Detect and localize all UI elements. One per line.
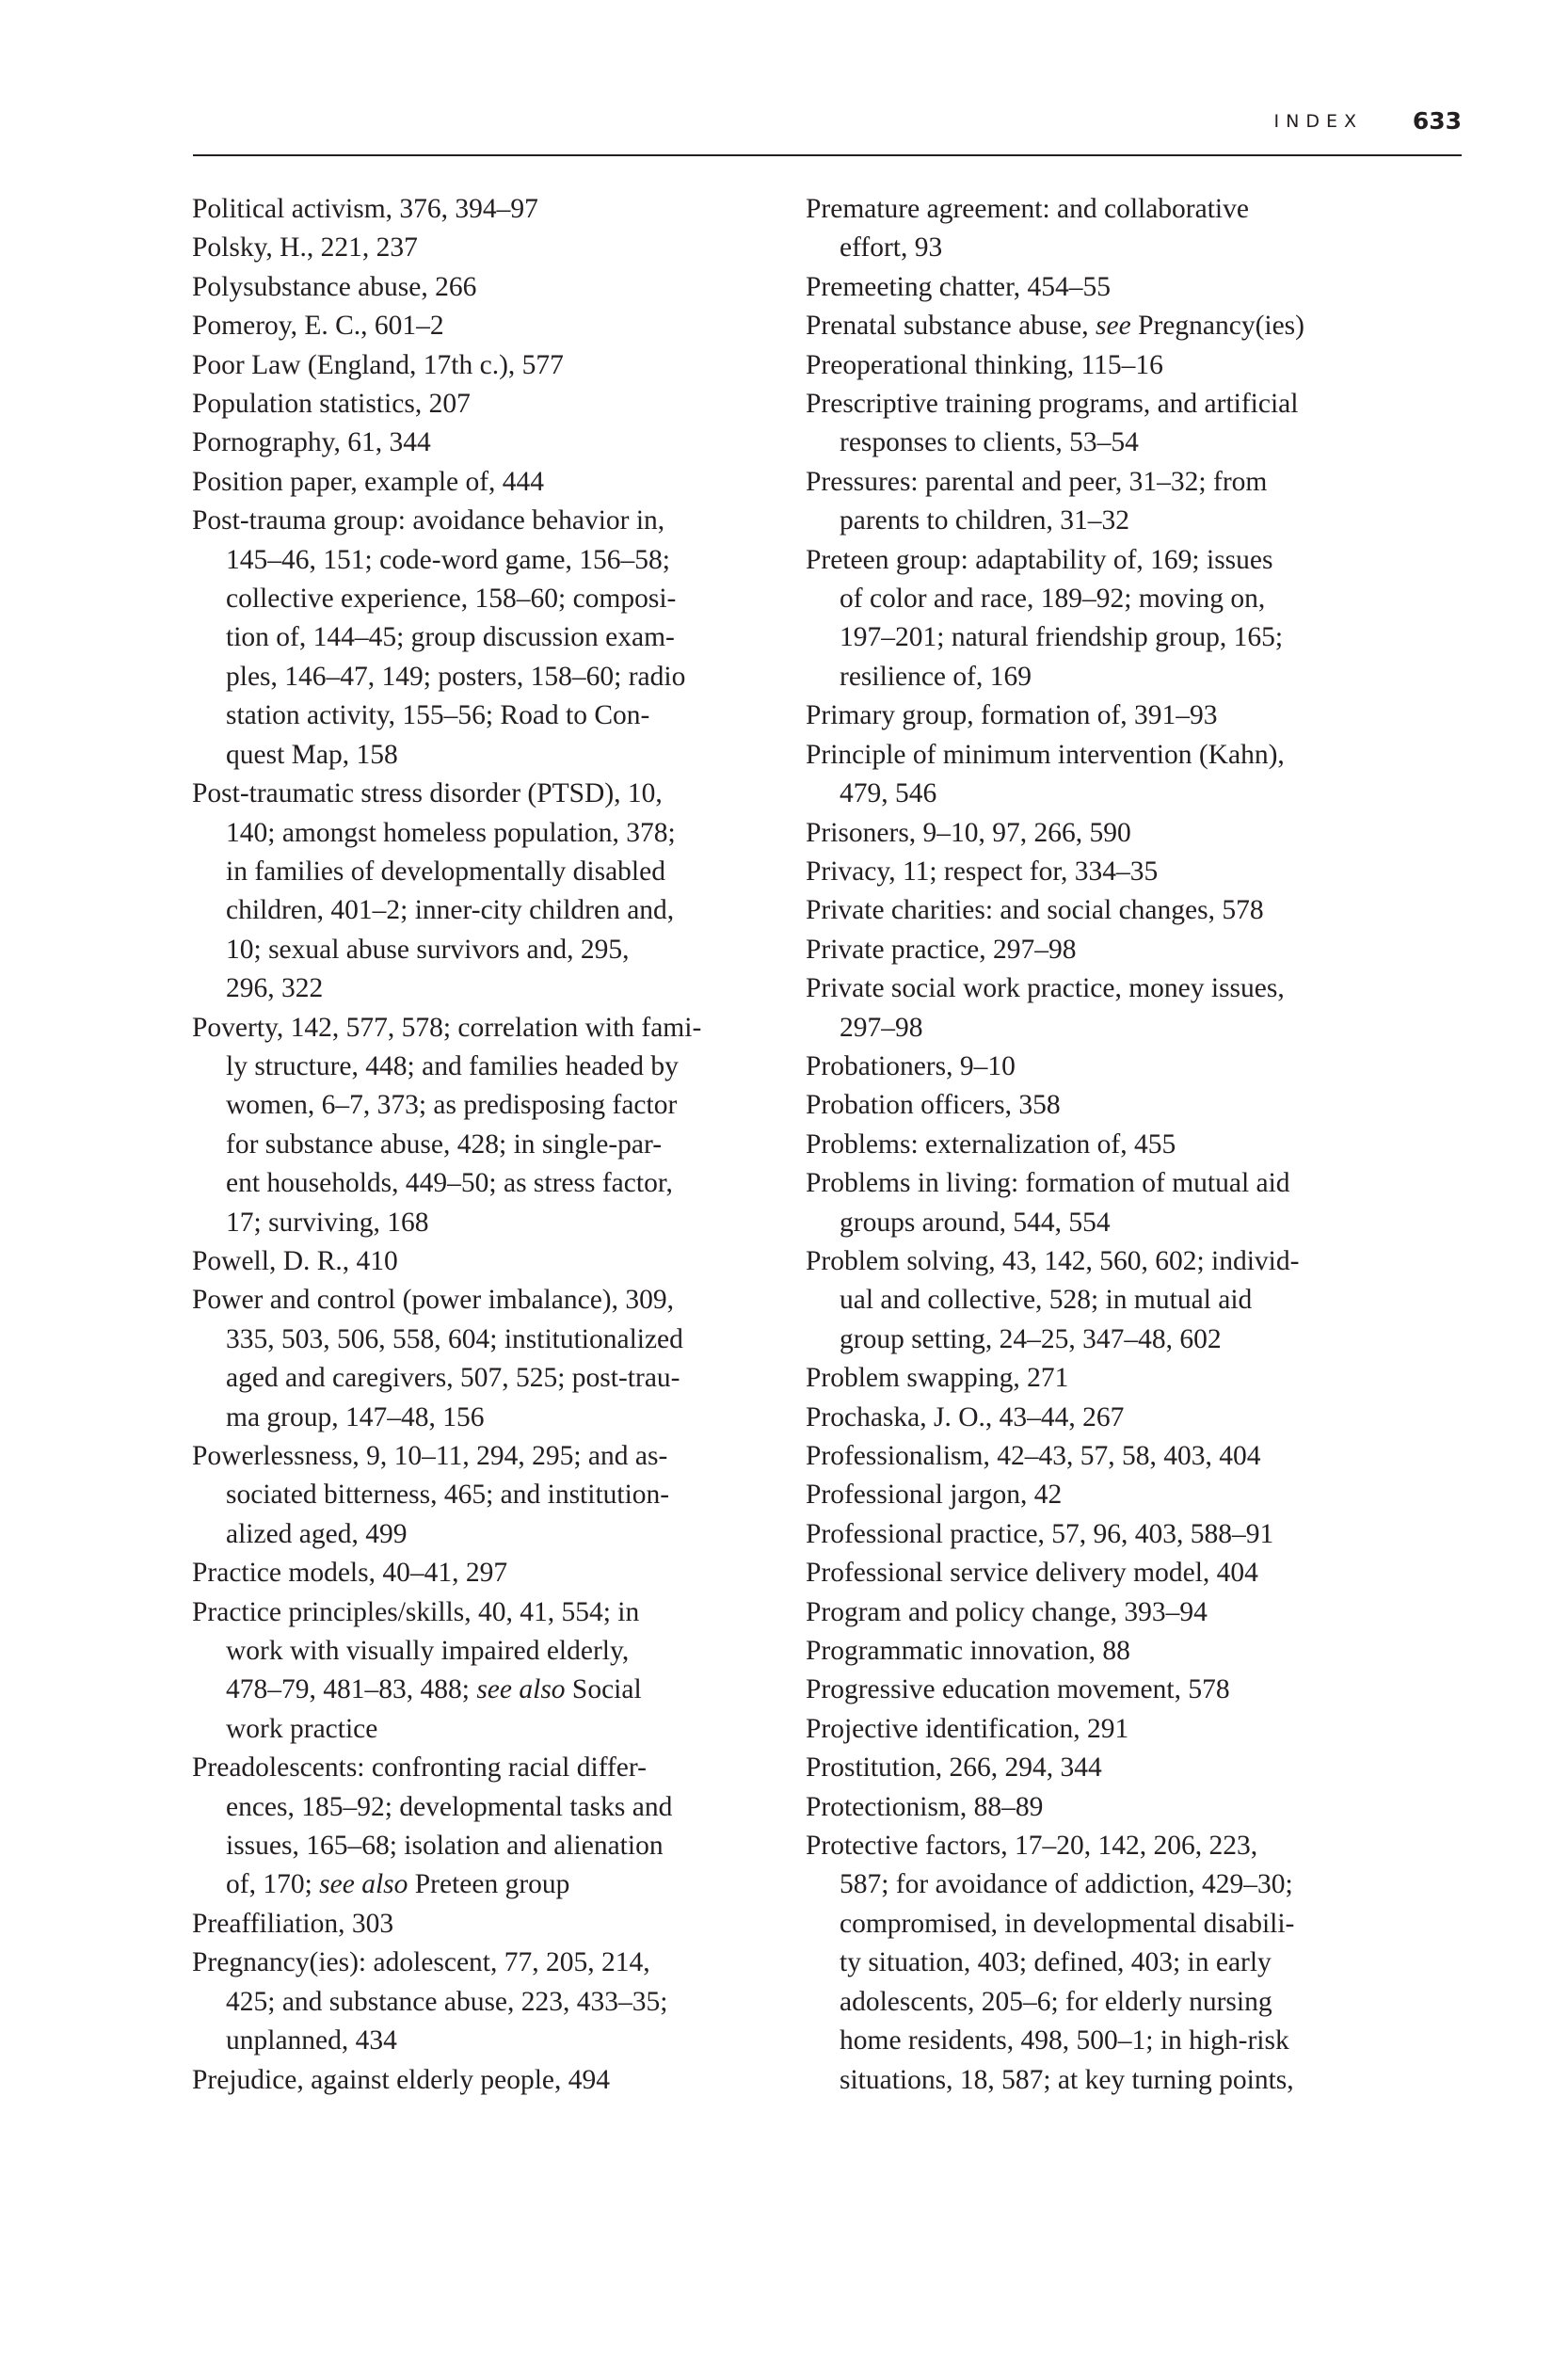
index-entry [806, 814, 1408, 853]
entry-heading-line: Principle of minimum intervention (Kahn), [806, 739, 1285, 770]
entry-heading-line: Political activism, 376, 394–97 [192, 194, 538, 224]
entry-continuation-line: issues, 165–68; isolation and alienation [226, 1831, 664, 1862]
entry-heading-line: Probation officers, 358 [806, 1090, 1061, 1121]
entry-continuation-line: quest Map, 158 [226, 739, 398, 770]
entry-continuation-line: home residents, 498, 500–1; in high-risk [840, 2025, 1289, 2056]
entry-heading-line [806, 307, 1408, 345]
entry-continuation-line: collective experience, 158–60; composi- [226, 584, 677, 615]
entry-continuation-line: ences, 185–92; developmental tasks and [226, 1791, 673, 1822]
index-entry [192, 1593, 766, 1750]
index-entry [806, 1788, 1408, 1827]
entry-heading-line: Problems: externalization of, 455 [806, 1128, 1176, 1160]
entry-heading-line: Prostitution, 266, 294, 344 [806, 1752, 1102, 1784]
entry-continuation-line: women, 6–7, 373; as predisposing factor [226, 1090, 678, 1121]
entry-heading-line: Private social work practice, money issues, [806, 973, 1285, 1004]
entry-heading-line: Population statistics, 207 [192, 389, 471, 420]
entry-continuation-line: 10; sexual abuse survivors and, 295, [226, 934, 630, 965]
entry-heading-line: Programmatic innovation, 88 [806, 1636, 1130, 1667]
entry-continuation-line: unplanned, 434 [226, 2025, 397, 2056]
index-entry [806, 1827, 1408, 2100]
index-entry [806, 541, 1408, 697]
entry-heading-line: Prejudice, against elderly people, 494 [192, 2064, 610, 2095]
entry-heading-line: Protectionism, 88–89 [806, 1791, 1044, 1822]
index-entry [806, 1593, 1408, 1632]
index-entry [192, 1554, 766, 1592]
entry-text: Preteen group [408, 1869, 570, 1900]
index-entry [806, 931, 1408, 969]
index-entry [806, 1749, 1408, 1787]
entry-heading-line: Preadolescents: confronting racial differ- [192, 1752, 647, 1784]
entry-heading-line: Professional jargon, 42 [806, 1480, 1063, 1511]
entry-heading-line: Pressures: parental and peer, 31–32; from [806, 466, 1268, 497]
entry-continuation-line: 145–46, 151; code-word game, 156–58; [226, 544, 670, 575]
entry-heading-line: Polsky, H., 221, 237 [192, 232, 418, 264]
entry-heading-line: Professional service delivery model, 404 [806, 1558, 1258, 1589]
running-head [193, 107, 1462, 145]
entry-text: Social [565, 1674, 642, 1705]
entry-heading-line: Projective identification, 291 [806, 1713, 1129, 1744]
index-entry [192, 1437, 766, 1554]
entry-continuation-line: 587; for avoidance of addiction, 429–30; [840, 1869, 1293, 1900]
entry-heading-line: Professional practice, 57, 96, 403, 588–91 [806, 1518, 1274, 1549]
entry-heading-line: Problems in living: formation of mutual aid [806, 1168, 1290, 1199]
entry-heading-line: Powell, D. R., 410 [192, 1245, 398, 1276]
index-entry [192, 1009, 766, 1242]
entry-heading-line: Program and policy change, 393–94 [806, 1596, 1208, 1627]
entry-heading-line: Pornography, 61, 344 [192, 427, 431, 458]
entry-continuation-line: 197–201; natural friendship group, 165; [840, 622, 1284, 653]
entry-heading-line: Practice principles/skills, 40, 41, 554; in [192, 1596, 640, 1627]
entry-heading-line: Problem solving, 43, 142, 560, 602; individ- [806, 1245, 1300, 1276]
entry-heading-line: Preoperational thinking, 115–16 [806, 349, 1163, 380]
index-entry [806, 307, 1408, 345]
index-entry [192, 385, 766, 424]
entry-continuation-line: in families of developmentally disabled [226, 856, 665, 887]
index-column-left [192, 190, 766, 2100]
index-entry [192, 346, 766, 385]
entry-continuation-line: work practice [226, 1713, 378, 1744]
entry-heading-line: Poor Law (England, 17th c.), 577 [192, 349, 564, 380]
entry-heading-line: Power and control (power imbalance), 309, [192, 1285, 674, 1316]
entry-heading-line: Practice models, 40–41, 297 [192, 1558, 508, 1589]
index-entry [806, 1437, 1408, 1476]
entry-continuation-line: parents to children, 31–32 [840, 505, 1130, 536]
entry-continuation-line: children, 401–2; inner-city children and, [226, 895, 675, 926]
index-entry [806, 1359, 1408, 1398]
entry-heading-line: Progressive education movement, 578 [806, 1674, 1230, 1705]
index-entry [192, 1905, 766, 1944]
entry-heading-line: Protective factors, 17–20, 142, 206, 223, [806, 1831, 1258, 1862]
index-entry [192, 268, 766, 307]
entry-text: Prenatal substance abuse, [806, 311, 1096, 342]
entry-continuation-line: responses to clients, 53–54 [840, 427, 1139, 458]
entry-heading-line: Private charities: and social changes, 578 [806, 895, 1264, 926]
index-entry [192, 1242, 766, 1281]
index-entry [192, 229, 766, 267]
entry-continuation-line: sociated bitterness, 465; and institution- [226, 1480, 670, 1511]
entry-heading-line: Preaffiliation, 303 [192, 1908, 394, 1939]
entry-continuation-line: adolescents, 205–6; for elderly nursing [840, 1986, 1272, 2017]
entry-continuation-line: ual and collective, 528; in mutual aid [840, 1285, 1253, 1316]
cross-reference-marker: see also [476, 1674, 566, 1705]
entry-continuation-line: ples, 146–47, 149; posters, 158–60; radio [226, 661, 686, 692]
entry-continuation-line: aged and caregivers, 507, 525; post-trau- [226, 1363, 680, 1394]
index-entry [192, 1944, 766, 2060]
entry-continuation-line: work with visually impaired elderly, [226, 1636, 630, 1667]
entry-continuation-line [226, 1671, 766, 1709]
index-entry [806, 891, 1408, 930]
entry-continuation-line: for substance abuse, 428; in single-par- [226, 1128, 663, 1160]
entry-text: 478–79, 481–83, 488; [226, 1674, 477, 1705]
index-entry [806, 1086, 1408, 1125]
entry-heading-line: Private practice, 297–98 [806, 934, 1077, 965]
entry-continuation-line: 17; surviving, 168 [226, 1207, 429, 1238]
header-rule [193, 154, 1462, 156]
entry-heading-line: Position paper, example of, 444 [192, 466, 545, 497]
entry-heading-line: Polysubstance abuse, 266 [192, 271, 477, 302]
entry-heading-line: Poverty, 142, 577, 578; correlation with fami- [192, 1012, 702, 1043]
index-entry [192, 2061, 766, 2100]
index-entry [806, 1710, 1408, 1749]
entry-continuation-line: tion of, 144–45; group discussion exam- [226, 622, 675, 653]
entry-continuation-line: effort, 93 [840, 232, 943, 264]
index-column-right [806, 190, 1408, 2100]
page-number: 633 [1412, 107, 1462, 135]
entry-continuation-line: 479, 546 [840, 778, 937, 809]
entry-heading-line: Pregnancy(ies): adolescent, 77, 205, 214, [192, 1947, 650, 1978]
cross-reference-marker: see also [319, 1869, 408, 1900]
entry-heading-line: Premeeting chatter, 454–55 [806, 271, 1112, 302]
index-entry [806, 1515, 1408, 1554]
index-entry [192, 1749, 766, 1905]
entry-continuation-line [226, 1865, 766, 1904]
entry-continuation-line: station activity, 155–56; Road to Con- [226, 700, 650, 731]
index-entry [192, 775, 766, 1008]
entry-continuation-line: ly structure, 448; and families headed by [226, 1050, 679, 1081]
index-entry [806, 1048, 1408, 1086]
entry-continuation-line: compromised, in developmental disabili- [840, 1908, 1295, 1939]
cross-reference-marker: see [1096, 311, 1131, 342]
entry-continuation-line: 140; amongst homeless population, 378; [226, 817, 676, 848]
index-entry [192, 190, 766, 229]
index-entry [192, 307, 766, 345]
entry-continuation-line: 296, 322 [226, 973, 324, 1004]
index-entry [806, 385, 1408, 463]
entry-heading-line: Prisoners, 9–10, 97, 266, 590 [806, 817, 1131, 848]
entry-continuation-line: 335, 503, 506, 558, 604; institutionalized [226, 1323, 683, 1354]
index-entry [192, 424, 766, 462]
entry-heading-line: Professionalism, 42–43, 57, 58, 403, 404 [806, 1441, 1261, 1471]
entry-heading-line: Preteen group: adaptability of, 169; issues [806, 544, 1273, 575]
index-entry [806, 190, 1408, 268]
entry-heading-line: Primary group, formation of, 391–93 [806, 700, 1218, 731]
entry-heading-line: Powerlessness, 9, 10–11, 294, 295; and as- [192, 1441, 668, 1471]
entry-continuation-line: 425; and substance abuse, 223, 433–35; [226, 1986, 668, 2017]
index-entry [192, 463, 766, 502]
entry-continuation-line: groups around, 544, 554 [840, 1207, 1111, 1238]
entry-heading-line: Prescriptive training programs, and artificial [806, 389, 1299, 420]
index-entry [806, 463, 1408, 541]
entry-heading-line: Privacy, 11; respect for, 334–35 [806, 856, 1159, 887]
entry-heading-line: Premature agreement: and collaborative [806, 194, 1249, 224]
index-entry [806, 346, 1408, 385]
index-entry [806, 1671, 1408, 1709]
index-entry [806, 1632, 1408, 1671]
entry-heading-line: Problem swapping, 271 [806, 1363, 1069, 1394]
index-entry [806, 1476, 1408, 1514]
section-label: INDEX [1273, 111, 1363, 132]
entry-continuation-line: of color and race, 189–92; moving on, [840, 584, 1266, 615]
entry-continuation-line: ty situation, 403; defined, 403; in early [840, 1947, 1272, 1978]
entry-text: of, 170; [226, 1869, 320, 1900]
index-entry [192, 502, 766, 775]
index-entry [806, 696, 1408, 735]
entry-heading-line: Probationers, 9–10 [806, 1050, 1016, 1081]
entry-heading-line: Pomeroy, E. C., 601–2 [192, 311, 444, 342]
index-entry [806, 1126, 1408, 1164]
entry-continuation-line: alized aged, 499 [226, 1518, 408, 1549]
index-entry [806, 1242, 1408, 1359]
index-entry [806, 853, 1408, 891]
index-entry [806, 1554, 1408, 1592]
entry-continuation-line: 297–98 [840, 1012, 923, 1043]
entry-heading-line: Prochaska, J. O., 43–44, 267 [806, 1401, 1125, 1432]
index-entry [806, 1399, 1408, 1437]
index-entry [806, 268, 1408, 307]
index-entry [806, 736, 1408, 814]
entry-continuation-line: ma group, 147–48, 156 [226, 1401, 485, 1432]
index-entry [806, 1164, 1408, 1242]
entry-heading-line: Post-trauma group: avoidance behavior in, [192, 505, 665, 536]
entry-continuation-line: resilience of, 169 [840, 661, 1032, 692]
index-entry [192, 1281, 766, 1437]
entry-continuation-line: ent households, 449–50; as stress factor, [226, 1168, 673, 1199]
entry-continuation-line: situations, 18, 587; at key turning points, [840, 2064, 1294, 2095]
entry-text: Pregnancy(ies) [1130, 311, 1304, 342]
index-entry [806, 969, 1408, 1048]
entry-heading-line: Post-traumatic stress disorder (PTSD), 10, [192, 778, 663, 809]
entry-continuation-line: group setting, 24–25, 347–48, 602 [840, 1323, 1222, 1354]
